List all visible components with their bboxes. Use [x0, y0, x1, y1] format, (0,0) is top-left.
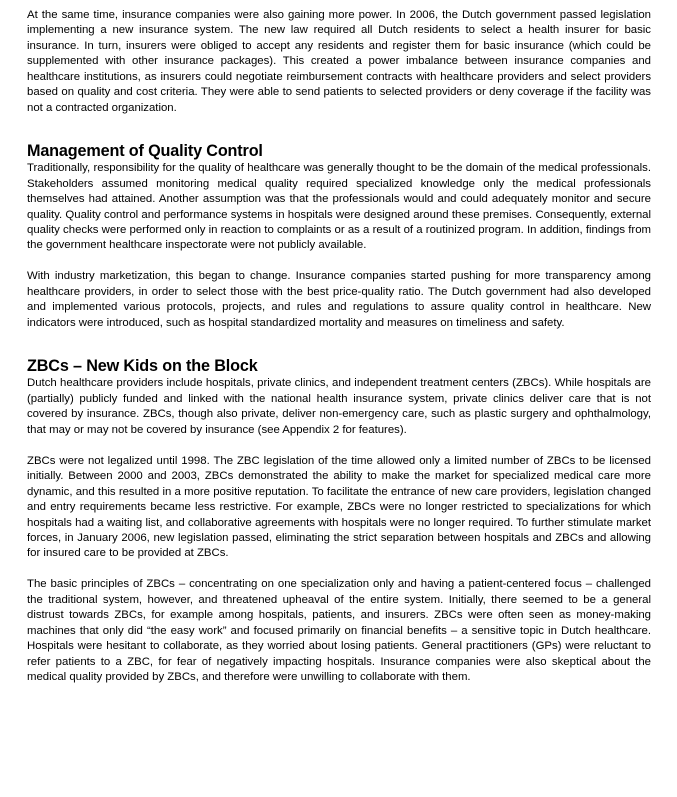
paragraph-zbcs-legalization: ZBCs were not legalized until 1998. The ZBC legislation of the time allowed only a limited number of ZBCs to be licensed initially. Between 2000 and 2003, ZBCs demonstrated the ability to make the market for specialized medical care more dynamic, and this resulted in a more positive reputation. To facilitate the entrance of new care providers, legislation changed and entry requirements became less restrictive. For example, ZBCs were no longer restricted to specializations for which hospitals had a waiting list, and collaborative agreements with hospitals were no longer required. To further stimulate market forces, in January 2006, new legislation passed, eliminating the strict separation between hospitals and ZBCs and allowing for insured care to be provided at ZBCs. — [27, 454, 651, 560]
heading-management-of-quality-control: Management of Quality Control — [27, 142, 263, 161]
paragraph-zbcs-basic-principles: The basic principles of ZBCs – concentrating on one specialization only and having a patient-centered focus – challenged the traditional system, however, and threatened upheaval of the entire system. Initially, there seemed to be a general distrust towards ZBCs, for example among hospitals, patients, and insurers. ZBCs were often seen as money-making machines that only did “the easy work” and focused primarily on financial benefits – a sensitive topic in Dutch healthcare. Hospitals were hesitant to collaborate, as they worried about losing patients. General practitioners (GPs) were reluctant to refer patients to a ZBC, for fear of negatively impacting hospitals. Insurance companies were also skeptical about the medical quality provided by ZBCs, and therefore were unwilling to collaborate with them. — [27, 578, 651, 684]
paragraph-dutch-healthcare-providers: Dutch healthcare providers include hospitals, private clinics, and independent treatment centers (ZBCs). While hospitals are (partially) publicly funded and linked with the national health insurance system, private clinics deliver care that is not covered by insurance. ZBCs, though also private, deliver non-emergency care, such as plastic surgery and ophthalmology, that may or may not be covered by insurance (see Appendix 2 for features). — [27, 377, 651, 436]
heading-zbcs-new-kids-on-the-block: ZBCs – New Kids on the Block — [27, 357, 258, 376]
paragraph-industry-marketization: With industry marketization, this began to change. Insurance companies started pushing for more transparency among healthcare providers, in order to select those with the best price-quality ratio. The Dutch government had also developed and implemented various protocols, projects, and rules and regulations to assure quality control in healthcare. New indicators were introduced, such as hospital standardized mortality and measures on timeliness and safety. — [27, 270, 651, 329]
top-spacer — [27, 0, 651, 8]
document-text-column — [27, 0, 651, 686]
paragraph-insurance-power: At the same time, insurance companies were also gaining more power. In 2006, the Dutch government passed legislation implementing a new insurance system. The new law required all Dutch residents to select a health insurer for basic insurance. In turn, insurers were obliged to accept any residents and register them for basic insurance (which could be supplemented with other insurance packages). This created a power imbalance between insurance companies and healthcare institutions, as insurers could negotiate reimbursement contracts with healthcare providers and select providers based on quality and cost criteria. They were able to send patients to selected providers or deny coverage if the facility was not a contracted organization. — [27, 9, 651, 114]
paragraph-traditional-responsibility: Traditionally, responsibility for the quality of healthcare was generally thought to be the domain of the medical professionals. Stakeholders assumed monitoring medical quality required specialized knowledge only the medical professionals themselves had attained. Another assumption was that the professionals would and could adequately monitor and secure quality. Quality control and performance systems in hospitals were designed around these premises. Consequently, external quality checks were performed only in reaction to complaints or as a result of a routinized program. In addition, findings from the government healthcare inspectorate were not publicly available. — [27, 162, 651, 252]
